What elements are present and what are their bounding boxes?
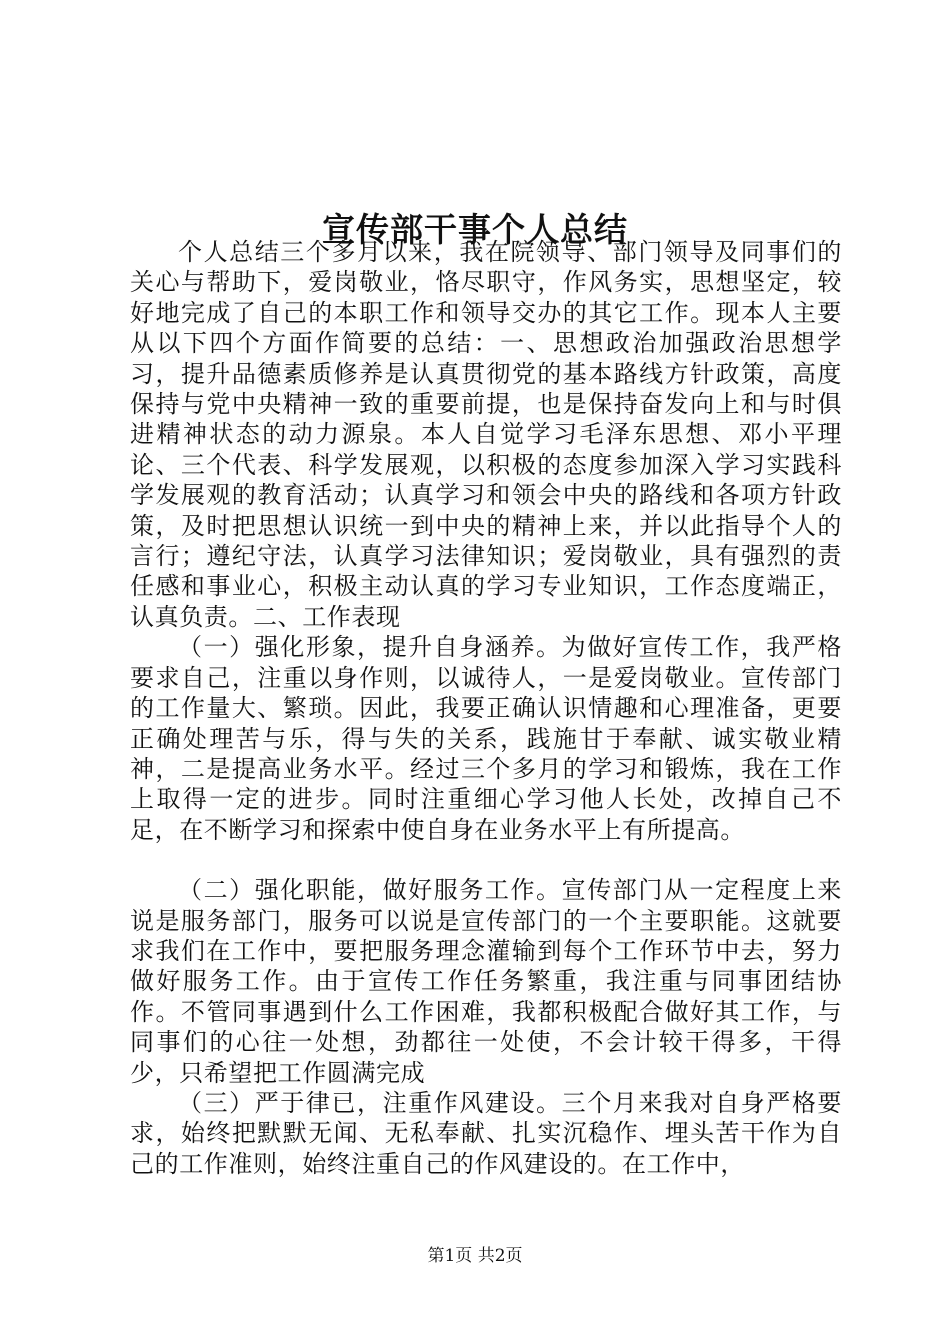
paragraph-section-one: （一）强化形象，提升自身涵养。为做好宣传工作，我严格要求自己，注重以身作则，以诚待人，一是爱岗敬业。宣传部门的工作量大、繁琐。因此，我要正确认识情趣和心理准备，更要正确处理苦与乐，得与失的关系，践施甘于奉献、诚实敬业精神，二是提高业务水平。经过三个多月的学习和锻炼，我在工作上取得一定的进步。同时注重细心学习他人长处，改掉自己不足，在不断学习和探索中使自身在业务水平上有所提高。 xyxy=(130,633,842,844)
page-number-footer: 第1页 共2页 xyxy=(427,1246,523,1266)
paragraph-section-three: （三）严于律已，注重作风建设。三个月来我对自身严格要求，始终把默默无闻、无私奉献、扎实沉稳作、埋头苦干作为自己的工作准则，始终注重自己的作风建设的。在工作中， xyxy=(130,1088,842,1178)
paragraph-intro: 个人总结三个多月以来，我在院领导、部门领导及同事们的关心与帮助下，爱岗敬业，恪尽职守，作风务实，思想坚定，较好地完成了自己的本职工作和领导交办的其它工作。现本人主要从以下四个方面作简要的总结：一、思想政治加强政治思想学习，提升品德素质修养是认真贯彻党的基本路线方针政策，高度保持与党中央精神一致的重要前提，也是保持奋发向上和与时俱进精神状态的动力源泉。本人自觉学习毛泽东思想、邓小平理论、三个代表、科学发展观，以积极的态度参加深入学习实践科学发展观的教育活动；认真学习和领会中央的路线和各项方针政策，及时把思想认识统一到中央的精神上来，并以此指导个人的言行；遵纪守法，认真学习法律知识；爱岗敬业，具有强烈的责任感和事业心，积极主动认真的学习专业知识，工作态度端正，认真负责。二、工作表现 xyxy=(130,238,842,631)
paragraph-spacer xyxy=(130,845,842,875)
document-body xyxy=(130,237,842,1179)
paragraph-section-two: （二）强化职能，做好服务工作。宣传部门从一定程度上来说是服务部门，服务可以说是宣传部门的一个主要职能。这就要求我们在工作中，要把服务理念灌输到每个工作环节中去，努力做好服务工作。由于宣传工作任务繁重，我注重与同事团结协作。不管同事遇到什么工作困难，我都积极配合做好其工作，与同事们的心往一处想，劲都往一处使，不会计较干得多，干得少，只希望把工作圆满完成 xyxy=(130,876,842,1087)
document-title: 宣传部干事个人总结 xyxy=(322,210,628,250)
